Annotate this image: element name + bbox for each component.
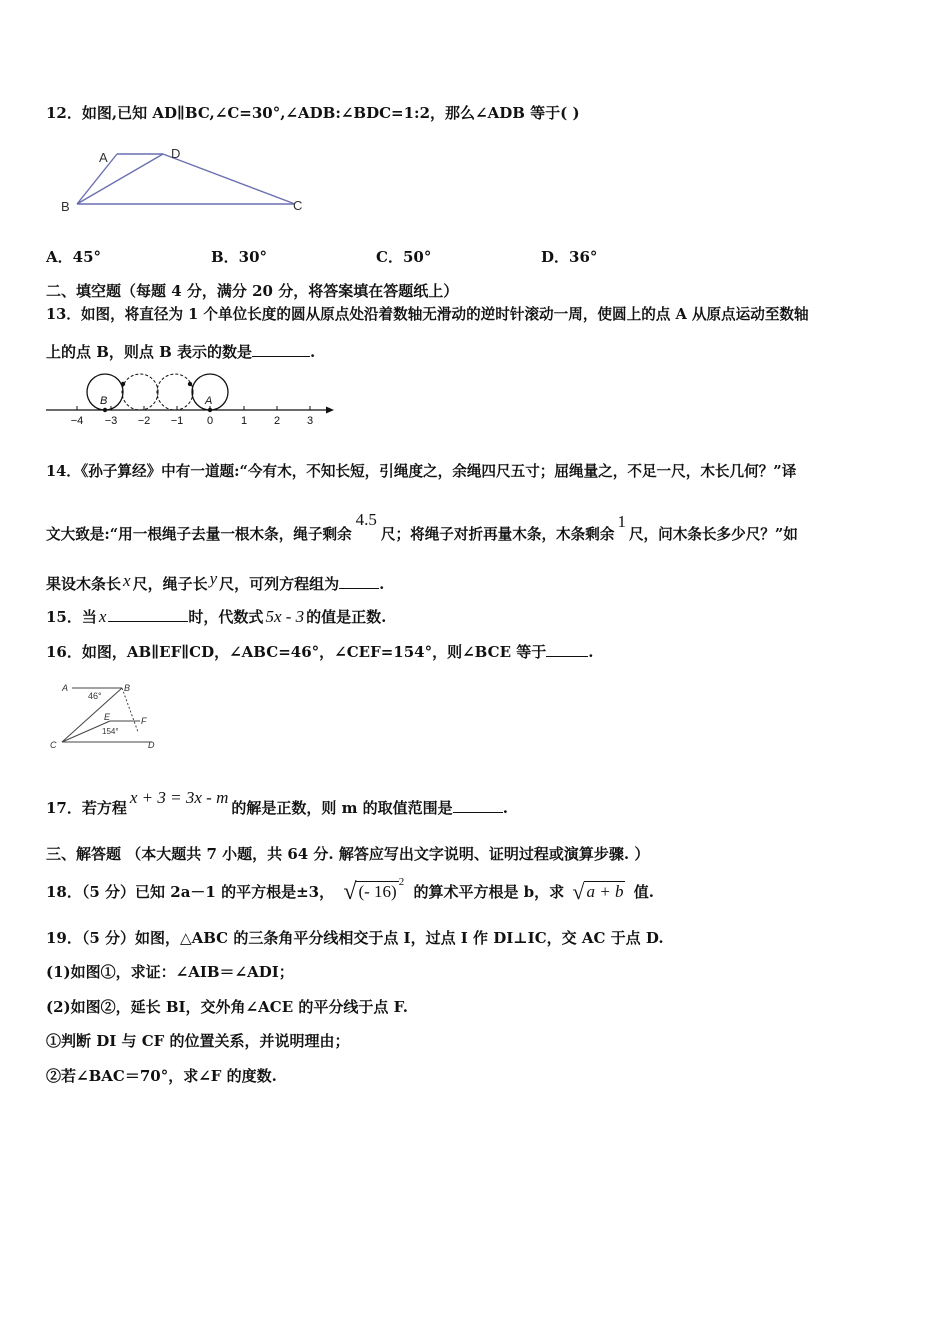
q12-text: 12．如图,已知 AD∥BC,∠C=30°,∠ADB:∠BDC=1:2，那么∠ADB 等于( ): [46, 104, 580, 122]
label-A: A: [99, 150, 108, 165]
q14-line2-b: 尺；将绳子对折再量木条，木条剩余: [380, 526, 615, 543]
q17-c: .: [502, 799, 508, 817]
label-E: E: [104, 712, 111, 722]
label-B: B: [124, 683, 131, 693]
q19-line5: ②若∠BAC＝70°，求∠F 的度数.: [46, 1067, 277, 1085]
q18-sqrt1-exp: 2: [398, 876, 405, 888]
label-A: A: [205, 395, 213, 407]
q18-sqrt2: √ a + b: [572, 879, 624, 904]
q14-line3: [46, 569, 385, 594]
q12-option-b: B．30°: [211, 248, 268, 266]
angle-46: 46°: [88, 691, 102, 701]
q13-line2: [46, 342, 315, 362]
q18-sqrt2-expr: a + b: [586, 882, 624, 901]
q17-answer-blank[interactable]: [453, 798, 503, 813]
q14-line3-d: .: [379, 575, 385, 593]
q14-line3-b: 尺，绳子长: [132, 575, 208, 593]
q13-line2-end: .: [310, 343, 316, 361]
q12-option-a: A．45°: [46, 248, 102, 266]
tick-label-neg3: −3: [104, 415, 118, 427]
q13-number-line: [44, 368, 344, 430]
q16-end: .: [588, 643, 594, 661]
q19-line1: 19．（5 分）如图，△ABC 的三条角平分线相交于点 I，过点 I 作 DI⊥IC，交 AC 于点 D.: [46, 929, 664, 947]
q17-a: 17．若方程: [46, 799, 127, 817]
q12-option-d: D．36°: [541, 248, 598, 266]
q14-num-45: 4.5: [355, 510, 377, 529]
tick-label-0: 0: [206, 415, 214, 427]
q16-answer-blank[interactable]: [546, 642, 588, 657]
q17-b: 的解是正数，则 m 的取值范围是: [231, 799, 453, 817]
q13-line2-text: 上的点 B，则点 B 表示的数是: [46, 343, 253, 361]
q19-line2: (1)如图①，求证：∠AIB＝∠ADI；: [46, 963, 294, 981]
q16-text: 16．如图，AB∥EF∥CD，∠ABC=46°，∠CEF=154°，则∠BCE 等于: [46, 643, 547, 661]
q15-b: 时，代数式: [188, 608, 264, 626]
label-D: D: [148, 740, 155, 750]
q14-var-y: y: [209, 569, 218, 588]
label-C: C: [293, 198, 303, 213]
tick-label-2: 2: [273, 415, 281, 427]
point-B: [103, 408, 107, 412]
angle-154: 154°: [102, 727, 119, 736]
q12-figure: [55, 140, 315, 220]
q13-answer-blank[interactable]: [252, 342, 310, 357]
q14-line2-c: 尺，问木条长多少尺？”如: [628, 526, 798, 543]
label-F: F: [141, 716, 147, 726]
q18-a: 18．（5 分）已知 2a－1 的平方根是±3，: [46, 883, 335, 901]
section2-title: 二、填空题（每题 4 分，满分 20 分，将答案填在答题纸上）: [46, 282, 459, 300]
label-B: B: [61, 199, 70, 214]
q18-line: [46, 876, 654, 905]
q15-c: 的值是正数.: [306, 608, 387, 626]
q18-sqrt1: √ (- 16) $^2$: [343, 876, 405, 905]
tick-label-3: 3: [306, 415, 314, 427]
q14-line2-a: 文大致是:“用一根绳子去量一根木条，绳子剩余: [46, 526, 352, 543]
circle-dashed-2: [157, 374, 193, 410]
q14-num-1: 1: [617, 512, 626, 531]
q14-line3-a: 果设木条长: [46, 575, 122, 593]
q14-line1: 14．《孙子算经》中有一道题:“今有木，不知长短，引绳度之，余绳四尺五寸；屈绳量之，不足一尺，木长几何？”译: [46, 463, 797, 480]
label-A: A: [62, 683, 69, 693]
segment-DC: [163, 154, 295, 204]
q15-line: [46, 607, 386, 627]
q16-line: [46, 642, 593, 662]
label-D: D: [171, 146, 181, 161]
label-C: C: [50, 740, 57, 750]
q15-expr: 5x - 3: [265, 607, 305, 626]
q19-line4: ①判断 DI 与 CF 的位置关系，并说明理由；: [46, 1032, 350, 1050]
point-A: [208, 408, 212, 412]
tick-label-neg1: −1: [170, 415, 184, 427]
tick-label-neg4: −4: [70, 415, 84, 427]
section3-title: 三、解答题 （本大题共 7 小题，共 64 分. 解答应写出文字说明、证明过程或演算步骤. ）: [46, 845, 650, 863]
segment-AB: [77, 154, 117, 204]
q17-line: [46, 788, 508, 818]
q15-a: 15．当: [46, 608, 97, 626]
label-B: B: [100, 395, 108, 407]
q18-sqrt1-expr: (- 16): [358, 882, 397, 901]
circle-dashed-1: [122, 374, 158, 410]
q13-line1: 13．如图，将直径为 1 个单位长度的圆从原点处沿着数轴无滑动的逆时针滚动一周，使圆上的点 A 从原点运动至数轴: [46, 306, 809, 323]
q15-answer-blank[interactable]: [108, 607, 188, 622]
q14-line2: [46, 510, 798, 545]
q18-c: 值.: [633, 883, 654, 901]
q17-equation: x + 3 = 3x - m: [129, 788, 229, 807]
tick-label-1: 1: [240, 415, 248, 427]
q12-option-c: C．50°: [376, 248, 432, 266]
q18-b: 的算术平方根是 b，求: [413, 883, 565, 901]
q15-var-x: x: [98, 607, 107, 626]
q19-line3: (2)如图②，延长 BI，交外角∠ACE 的平分线于点 F.: [46, 998, 408, 1016]
q14-answer-blank[interactable]: [339, 574, 379, 589]
q16-figure: [48, 678, 168, 756]
tick-label-neg2: −2: [137, 415, 151, 427]
segment-BD: [77, 154, 163, 204]
q14-line3-c: 尺，可列方程组为: [219, 575, 340, 593]
q14-var-x: x: [123, 571, 131, 590]
